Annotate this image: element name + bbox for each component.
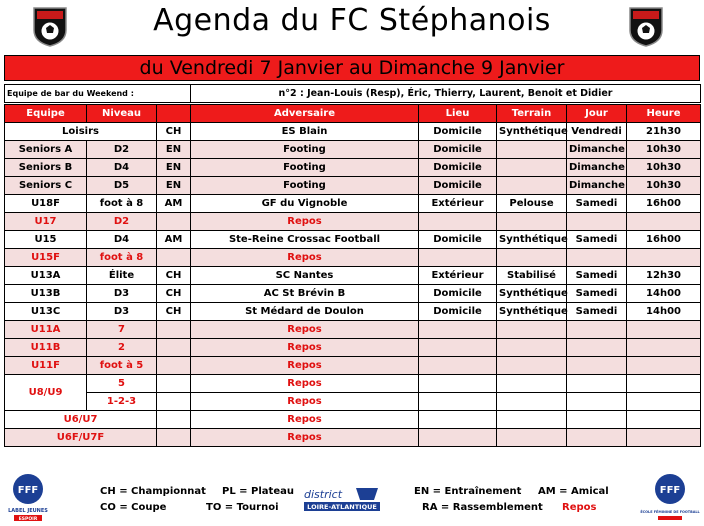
cell-heure: 10h30: [627, 159, 701, 177]
cell-terrain: Synthétique: [497, 123, 567, 141]
cell-niveau: 5: [87, 375, 157, 393]
table-row: [5, 177, 701, 195]
cell-terrain: [497, 213, 567, 231]
cell-terrain: [497, 339, 567, 357]
cell-lieu: Extérieur: [419, 267, 497, 285]
ecole-feminine-caption: ÉCOLE FÉMININE DE FOOTBALL: [640, 510, 700, 514]
bar-team-label: Equipe de bar du Weekend :: [5, 85, 191, 103]
cell-heure: [627, 429, 701, 447]
table-row: [5, 231, 701, 249]
cell-terrain: Pelouse: [497, 195, 567, 213]
legend-to: TO = Tournoi: [206, 502, 279, 513]
cell-jour: [567, 339, 627, 357]
cell-jour: [567, 429, 627, 447]
table-row: [5, 285, 701, 303]
cell-niveau: Élite: [87, 267, 157, 285]
legend-co: CO = Coupe: [100, 502, 167, 513]
table-row: [5, 213, 701, 231]
table-row: [5, 357, 701, 375]
district-text: district: [304, 488, 343, 501]
cell-adversaire: St Médard de Doulon: [191, 303, 419, 321]
cell-adversaire: Ste-Reine Crossac Football: [191, 231, 419, 249]
table-row: [5, 321, 701, 339]
fff-ecole-feminine-logo: [640, 470, 700, 522]
cell-type: [157, 213, 191, 231]
cell-lieu: [419, 213, 497, 231]
cell-heure: 10h30: [627, 177, 701, 195]
cell-terrain: [497, 177, 567, 195]
cell-niveau: D3: [87, 285, 157, 303]
cell-lieu: [419, 321, 497, 339]
cell-equipe: U18F: [5, 195, 87, 213]
cell-niveau: 7: [87, 321, 157, 339]
cell-terrain: Synthétique: [497, 285, 567, 303]
district-loire-atlantique-logo: [300, 484, 382, 514]
cell-type: [157, 393, 191, 411]
col-heure: Heure: [627, 105, 701, 123]
table-row: [5, 249, 701, 267]
cell-adversaire: Footing: [191, 141, 419, 159]
cell-equipe: Loisirs: [5, 123, 157, 141]
col-type: [157, 105, 191, 123]
cell-lieu: [419, 249, 497, 267]
cell-equipe: U15: [5, 231, 87, 249]
cell-type: EN: [157, 141, 191, 159]
cell-niveau: foot à 5: [87, 357, 157, 375]
cell-lieu: Domicile: [419, 159, 497, 177]
cell-equipe: U11A: [5, 321, 87, 339]
legend-am: AM = Amical: [538, 486, 609, 497]
cell-terrain: Synthétique: [497, 303, 567, 321]
agenda-table: [4, 84, 701, 447]
cell-adversaire: Repos: [191, 393, 419, 411]
cell-heure: [627, 213, 701, 231]
bar-team-value: n°2 : Jean-Louis (Resp), Éric, Thierry, Laurent, Benoit et Didier: [191, 85, 701, 103]
cell-heure: 10h30: [627, 141, 701, 159]
cell-jour: [567, 357, 627, 375]
cell-lieu: [419, 339, 497, 357]
cell-lieu: Domicile: [419, 303, 497, 321]
col-lieu: Lieu: [419, 105, 497, 123]
cell-niveau: D2: [87, 141, 157, 159]
cell-adversaire: Repos: [191, 213, 419, 231]
cell-niveau: D4: [87, 159, 157, 177]
fff-text: FFF: [17, 485, 39, 496]
cell-jour: [567, 321, 627, 339]
cell-terrain: [497, 141, 567, 159]
cell-niveau: 2: [87, 339, 157, 357]
cell-jour: [567, 393, 627, 411]
header: [0, 0, 704, 50]
cell-type: CH: [157, 303, 191, 321]
cell-jour: [567, 249, 627, 267]
cell-heure: 21h30: [627, 123, 701, 141]
cell-lieu: Domicile: [419, 177, 497, 195]
cell-type: CH: [157, 123, 191, 141]
cell-heure: [627, 375, 701, 393]
cell-terrain: [497, 429, 567, 447]
col-adversaire: Adversaire: [191, 105, 419, 123]
cell-equipe: U17: [5, 213, 87, 231]
cell-heure: 16h00: [627, 195, 701, 213]
fff-label-jeunes-logo: [6, 470, 50, 522]
cell-lieu: [419, 375, 497, 393]
fff-text-right: FFF: [659, 485, 681, 496]
fc-stephanois-logo-right: [624, 4, 668, 48]
cell-heure: 12h30: [627, 267, 701, 285]
cell-type: CH: [157, 267, 191, 285]
cell-type: AM: [157, 231, 191, 249]
cell-jour: Dimanche: [567, 141, 627, 159]
cell-niveau: D3: [87, 303, 157, 321]
cell-niveau: D5: [87, 177, 157, 195]
date-banner: du Vendredi 7 Janvier au Dimanche 9 Janvier: [4, 55, 700, 81]
legend-repos: Repos: [562, 502, 597, 513]
cell-jour: Vendredi: [567, 123, 627, 141]
cell-heure: [627, 339, 701, 357]
cell-terrain: [497, 375, 567, 393]
col-terrain: Terrain: [497, 105, 567, 123]
cell-lieu: Domicile: [419, 141, 497, 159]
cell-adversaire: Repos: [191, 429, 419, 447]
cell-jour: [567, 411, 627, 429]
cell-jour: [567, 213, 627, 231]
cell-heure: 16h00: [627, 231, 701, 249]
bar-team-row: [5, 85, 701, 103]
cell-equipe: U13A: [5, 267, 87, 285]
cell-type: [157, 339, 191, 357]
cell-adversaire: AC St Brévin B: [191, 285, 419, 303]
cell-equipe: U11B: [5, 339, 87, 357]
cell-heure: 14h00: [627, 303, 701, 321]
cell-type: [157, 411, 191, 429]
col-jour: Jour: [567, 105, 627, 123]
cell-terrain: Stabilisé: [497, 267, 567, 285]
cell-lieu: [419, 357, 497, 375]
cell-equipe: Seniors C: [5, 177, 87, 195]
cell-adversaire: Repos: [191, 339, 419, 357]
cell-adversaire: Footing: [191, 177, 419, 195]
cell-type: [157, 249, 191, 267]
cell-equipe: U8/U9: [5, 375, 87, 411]
legend-pl: PL = Plateau: [222, 486, 294, 497]
cell-adversaire: Repos: [191, 375, 419, 393]
cell-heure: [627, 393, 701, 411]
cell-type: [157, 429, 191, 447]
cell-type: AM: [157, 195, 191, 213]
cell-jour: Samedi: [567, 231, 627, 249]
cell-adversaire: Repos: [191, 411, 419, 429]
cell-jour: Samedi: [567, 303, 627, 321]
cell-lieu: Domicile: [419, 285, 497, 303]
cell-niveau: D2: [87, 213, 157, 231]
cell-adversaire: GF du Vignoble: [191, 195, 419, 213]
cell-niveau: D4: [87, 231, 157, 249]
cell-jour: Samedi: [567, 267, 627, 285]
table-row: [5, 123, 701, 141]
legend-ch: CH = Championnat: [100, 486, 206, 497]
cell-terrain: [497, 249, 567, 267]
cell-equipe: U11F: [5, 357, 87, 375]
cell-lieu: [419, 429, 497, 447]
cell-type: EN: [157, 159, 191, 177]
cell-terrain: [497, 159, 567, 177]
cell-heure: [627, 249, 701, 267]
column-headers: [5, 105, 701, 123]
cell-adversaire: Footing: [191, 159, 419, 177]
cell-type: [157, 357, 191, 375]
label-jeunes-sub: ESPOIR: [18, 517, 38, 522]
cell-terrain: [497, 357, 567, 375]
footer: [0, 466, 704, 526]
table-row: [5, 393, 701, 411]
table-row: [5, 429, 701, 447]
cell-adversaire: Repos: [191, 321, 419, 339]
table-row: [5, 159, 701, 177]
cell-niveau: foot à 8: [87, 195, 157, 213]
cell-lieu: [419, 411, 497, 429]
cell-adversaire: ES Blain: [191, 123, 419, 141]
col-niveau: Niveau: [87, 105, 157, 123]
loire-atlantique-text: LOIRE-ATLANTIQUE: [307, 503, 377, 511]
page-title: Agenda du FC Stéphanois: [153, 3, 551, 38]
cell-equipe: U15F: [5, 249, 87, 267]
cell-heure: [627, 321, 701, 339]
cell-heure: [627, 411, 701, 429]
cell-type: [157, 321, 191, 339]
cell-jour: [567, 375, 627, 393]
table-row: [5, 195, 701, 213]
legend-en: EN = Entraînement: [414, 486, 522, 497]
cell-lieu: [419, 393, 497, 411]
cell-heure: [627, 357, 701, 375]
cell-lieu: Domicile: [419, 231, 497, 249]
cell-adversaire: Repos: [191, 249, 419, 267]
legend-ra: RA = Rassemblement: [422, 502, 543, 513]
cell-type: EN: [157, 177, 191, 195]
cell-lieu: Domicile: [419, 123, 497, 141]
cell-equipe: Seniors A: [5, 141, 87, 159]
cell-type: CH: [157, 285, 191, 303]
cell-equipe: U13B: [5, 285, 87, 303]
cell-terrain: [497, 411, 567, 429]
cell-adversaire: Repos: [191, 357, 419, 375]
table-row: [5, 267, 701, 285]
table-row: [5, 375, 701, 393]
cell-type: [157, 375, 191, 393]
table-row: [5, 339, 701, 357]
cell-jour: Samedi: [567, 195, 627, 213]
cell-equipe: U13C: [5, 303, 87, 321]
table-row: [5, 141, 701, 159]
cell-heure: 14h00: [627, 285, 701, 303]
col-equipe: Equipe: [5, 105, 87, 123]
cell-niveau: 1-2-3: [87, 393, 157, 411]
cell-lieu: Extérieur: [419, 195, 497, 213]
cell-equipe: Seniors B: [5, 159, 87, 177]
table-row: [5, 303, 701, 321]
label-jeunes-caption: LABEL JEUNES: [8, 508, 48, 514]
cell-terrain: [497, 393, 567, 411]
cell-jour: Dimanche: [567, 159, 627, 177]
table-row: [5, 411, 701, 429]
cell-niveau: foot à 8: [87, 249, 157, 267]
cell-equipe: U6/U7: [5, 411, 157, 429]
cell-jour: Dimanche: [567, 177, 627, 195]
cell-jour: Samedi: [567, 285, 627, 303]
cell-adversaire: SC Nantes: [191, 267, 419, 285]
cell-equipe: U6F/U7F: [5, 429, 157, 447]
cell-terrain: [497, 321, 567, 339]
cell-terrain: Synthétique: [497, 231, 567, 249]
